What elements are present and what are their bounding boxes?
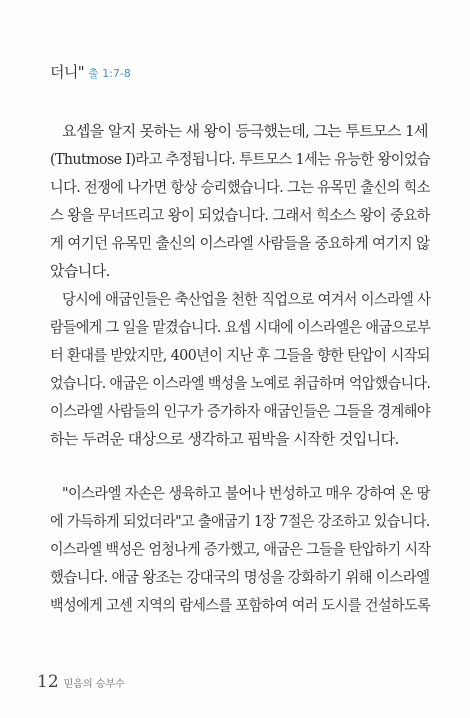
- page-number: 12: [37, 672, 59, 692]
- text-line: 하는 두려운 대상으로 생각하고 핍박을 시작한 것입니다.: [50, 430, 399, 448]
- text-line: 았습니다.: [50, 262, 110, 280]
- text-line: "이스라엘 자손은 생육하고 불어나 번성하고 매우 강하여 온 땅: [62, 484, 430, 502]
- scripture-citation: 출 1:7-8: [88, 67, 131, 80]
- text-line: 터 환대를 받았지만, 400년이 지난 후 그들을 향한 탄압이 시작되: [50, 346, 430, 364]
- text-line: 했습니다. 애굽 왕조는 강대국의 명성을 강화하기 위해 이스라엘: [50, 568, 430, 586]
- text-line: 백성에게 고센 지역의 람세스를 포함하여 여러 도시를 건설하도록: [50, 596, 431, 614]
- text-line: 스 왕을 무너뜨리고 왕이 되었습니다. 그래서 힉소스 왕이 중요하: [50, 206, 430, 224]
- text-line: 게 여기던 유목민 출신의 이스라엘 사람들을 중요하게 여기지 않: [50, 234, 430, 252]
- text-line: 람들에게 그 일을 맡겼습니다. 요셉 시대에 이스라엘은 애굽으로부: [50, 318, 431, 336]
- text-line: 요셉을 알지 못하는 새 왕이 등극했는데, 그는 투트모스 1세: [62, 122, 428, 140]
- text-line: 이스라엘 사람들의 인구가 증가하자 애굽인들은 그들을 경계해야: [50, 402, 431, 420]
- text-line: 니다. 전쟁에 나가면 항상 승리했습니다. 그는 유목민 출신의 힉소: [50, 178, 430, 196]
- page-footer: [37, 672, 125, 696]
- text-line: 에 가득하게 되었더라"고 출애굽기 1장 7절은 강조하고 있습니다.: [50, 512, 430, 530]
- text-line: 이스라엘 백성은 엄청나게 증가했고, 애굽은 그들을 탄압하기 시작: [50, 540, 431, 558]
- text-line: 당시에 애굽인들은 축산업을 천한 직업으로 여겨서 이스라엘 사: [62, 290, 431, 308]
- text-line: (Thutmose Ⅰ)라고 추정됩니다. 투트모스 1세는 유능한 왕이었습: [50, 150, 431, 168]
- running-title: 믿음의 승부수: [63, 679, 125, 690]
- text-line: 었습니다. 애굽은 이스라엘 백성을 노예로 취급하며 억압했습니다.: [50, 374, 431, 392]
- quote-ending: 더니": [50, 63, 85, 81]
- continued-quote-line: [50, 62, 430, 84]
